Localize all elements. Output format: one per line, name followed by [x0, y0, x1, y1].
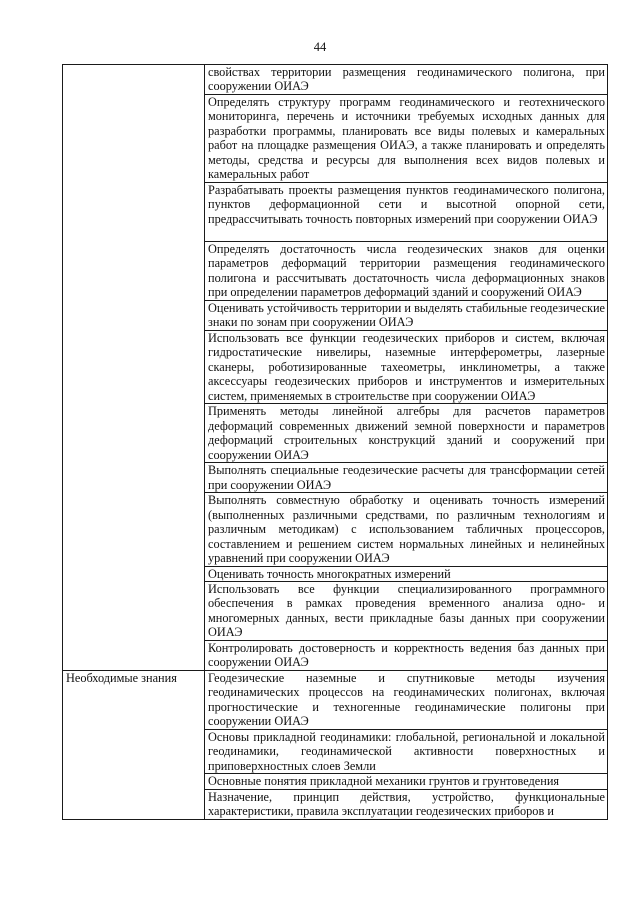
table-cell: Использовать все функции геодезических приборов и систем, включая гидростатические нивелиры, наземные интерферометры, лазерные сканеры, роботизированные тахеометры, инклинометры, а также аксессуары геодезических приборов и инструментов и измерительных систем, применяемых в строительстве при сооружении ОИАЭ	[205, 331, 608, 404]
page-number: 44	[313, 40, 327, 54]
table-cell: Оценивать устойчивость территории и выделять стабильные геодезические знаки по зонам при сооружении ОИАЭ	[205, 301, 608, 331]
table-cell: Основные понятия прикладной механики грунтов и грунтоведения	[205, 774, 608, 789]
table-cell: Основы прикладной геодинамики: глобальной, региональной и локальной геодинамики, геодинамической активности поверхностных и приповерхностных слоев Земли	[205, 729, 608, 773]
table-cell: Выполнять совместную обработку и оценивать точность измерений (выполненных различными средствами, по различным технологиям и различным методикам) с использованием табличных процессоров, составлением и решением систем нормальных линейных и нелинейных уравнений при сооружении ОИАЭ	[205, 493, 608, 566]
competency-table	[62, 64, 608, 820]
section-label	[63, 65, 205, 671]
table-row	[63, 670, 608, 729]
table-cell: Выполнять специальные геодезические расчеты для трансформации сетей при сооружении ОИАЭ	[205, 463, 608, 493]
table-cell: Геодезические наземные и спутниковые методы изучения геодинамических процессов на геодинамических полигонах, включая прогностические и техногенные геодинамические полигоны при сооружении ОИАЭ	[205, 670, 608, 729]
table-cell: Применять методы линейной алгебры для расчетов параметров деформаций современных движений земной поверхности и параметров деформаций строительных конструкций зданий и сооружений при сооружении ОИАЭ	[205, 404, 608, 463]
table-cell: свойствах территории размещения геодинамического полигона, при сооружении ОИАЭ	[205, 65, 608, 95]
table-cell: Использовать все функции специализированного программного обеспечения в рамках проведения временного анализа одно- и многомерных данных, вести прикладные базы данных при сооружении ОИАЭ	[205, 581, 608, 640]
section-label: Необходимые знания	[63, 670, 205, 819]
table-cell: Контролировать достоверность и корректность ведения баз данных при сооружении ОИАЭ	[205, 640, 608, 670]
table-row	[63, 65, 608, 95]
table-cell: Определять достаточность числа геодезических знаков для оценки параметров деформаций территории размещения геодинамического полигона и рассчитывать достаточность числа деформационных знаков при определении параметров деформаций зданий и сооружений ОИАЭ	[205, 242, 608, 301]
table-cell: Оценивать точность многократных измерений	[205, 566, 608, 581]
table-cell: Разрабатывать проекты размещения пунктов геодинамического полигона, пунктов деформационной сети и высотной опорной сети, предрассчитывать точность повторных измерений при сооружении ОИАЭ	[205, 183, 608, 242]
table-cell: Назначение, принцип действия, устройство, функциональные характеристики, правила эксплуатации геодезических приборов и	[205, 789, 608, 819]
table-cell: Определять структуру программ геодинамического и геотехнического мониторинга, перечень и источники требуемых исходных данных для разработки программы, планировать все виды полевых и камеральных работ на площадке размещения ОИАЭ, а также планировать и определять методы, средства и ресурсы для выполнения всех видов полевых и камеральных работ	[205, 95, 608, 183]
